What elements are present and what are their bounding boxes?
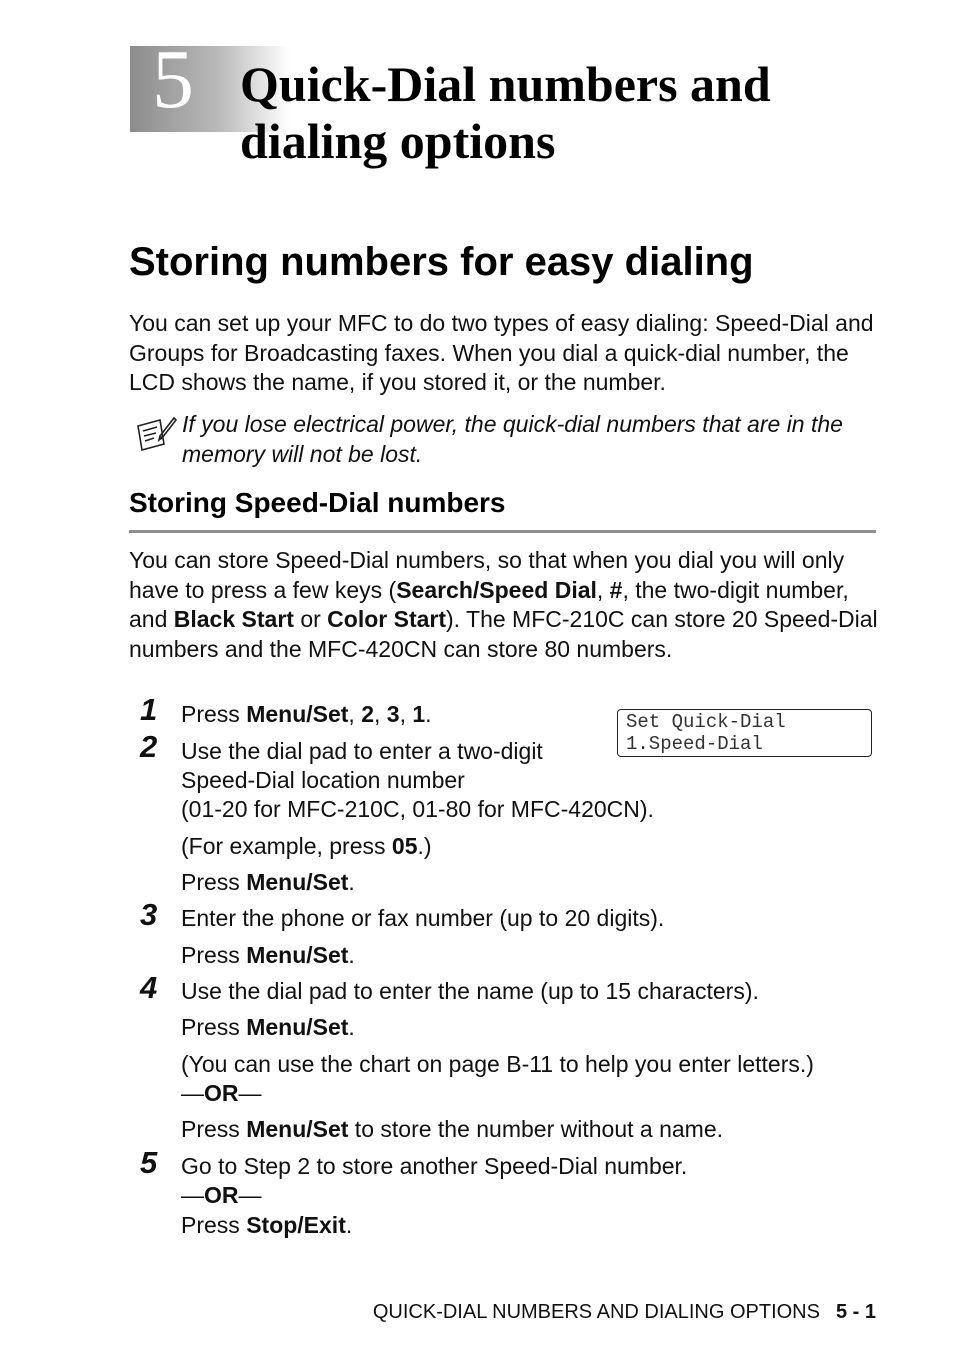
intro-sep: , (596, 576, 610, 603)
step-3-press (181, 941, 355, 970)
key-search-speed-dial: Search/Speed Dial (396, 576, 597, 603)
chapter-number: 5 (152, 33, 194, 126)
step-5-end: . (345, 1212, 353, 1238)
step-4-alt-key-menu-set: Menu/Set (246, 1116, 349, 1142)
step-5-press-word: Press (181, 1212, 247, 1238)
step-5-press (181, 1211, 352, 1240)
lcd-display (617, 709, 872, 757)
step-number-4: 4 (140, 970, 158, 1005)
step-4-or-dash-left: — (181, 1080, 204, 1106)
step-2-end: . (348, 869, 355, 895)
step-2-press-word: Press (181, 869, 247, 895)
lcd-line-2: 1.Speed-Dial (626, 733, 763, 755)
step-3-line-1: Enter the phone or fax number (up to 20 digits). (181, 905, 665, 931)
step-1-end: . (425, 701, 432, 727)
step-1-comma-3: , (399, 701, 413, 727)
step-5-line-1: Go to Step 2 to store another Speed-Dial number. (181, 1153, 688, 1179)
step-4-or (181, 1079, 262, 1108)
step-4-or-dash-right: — (238, 1080, 262, 1106)
step-1-comma-2: , (374, 701, 387, 727)
step-4-alt-rest: to store the number without a name. (348, 1116, 724, 1142)
step-5-or-dash-left: — (181, 1182, 204, 1208)
step-5-key-stop-exit: Stop/Exit (246, 1212, 346, 1238)
page-number: 5 - 1 (835, 1301, 876, 1323)
intro-text-2: , the two-digit number, and (129, 576, 849, 632)
step-4-key-menu-set: Menu/Set (246, 1014, 349, 1040)
step-4-end: . (348, 1014, 355, 1040)
chapter-title-line-2: dialing options (240, 113, 556, 169)
step-number-3: 3 (140, 897, 158, 932)
step-2-example-key: 05 (391, 833, 418, 859)
step-number-5: 5 (140, 1145, 158, 1180)
key-color-start: Color Start (327, 606, 447, 632)
step-5-or (181, 1181, 262, 1210)
section-heading: Storing numbers for easy dialing (129, 240, 754, 284)
step-5-or-dash-right: — (238, 1182, 262, 1208)
step-4-press (181, 1013, 355, 1042)
heading-rule (129, 530, 876, 533)
note-pencil-icon (134, 414, 178, 454)
intro-text-1: You can store Speed-Dial numbers, so that when you dial you will only have to press a few keys ( (129, 547, 845, 603)
key-hash: # (609, 576, 623, 603)
step-5-or-word: OR (204, 1182, 239, 1208)
step-2-key-menu-set: Menu/Set (246, 869, 349, 895)
subsection-heading: Storing Speed-Dial numbers (129, 487, 506, 518)
note-text: If you lose electrical power, the quick-dial numbers that are in the memory will not be lost. (182, 411, 843, 467)
step-2-line-2: Speed-Dial location number (181, 767, 465, 793)
step-1-key-menu-set: Menu/Set (246, 701, 349, 727)
step-4-or-word: OR (204, 1080, 239, 1106)
step-4-line-1: Use the dial pad to enter the name (up to 15 characters). (181, 978, 759, 1004)
step-4-alternative (181, 1115, 723, 1144)
step-3-key-menu-set: Menu/Set (246, 942, 349, 968)
chapter-title (240, 56, 880, 170)
step-3-press-word: Press (181, 942, 247, 968)
step-2-line-1: Use the dial pad to enter a two-digit (181, 738, 543, 764)
step-1-key-3: 3 (386, 701, 400, 727)
step-2-example-post: .) (417, 833, 432, 859)
key-black-start: Black Start (173, 606, 294, 632)
chapter-title-line-1: Quick-Dial numbers and (240, 56, 771, 112)
lcd-line-1: Set Quick-Dial (626, 711, 786, 733)
step-3-end: . (348, 942, 355, 968)
step-1-text (181, 700, 432, 729)
step-2-press (181, 868, 355, 897)
step-1-press: Press (181, 701, 247, 727)
step-number-1: 1 (140, 692, 158, 727)
step-2-example-pre: (For example, press (181, 833, 392, 859)
step-2-line-3: (01-20 for MFC-210C, 01-80 for MFC-420CN). (181, 796, 654, 822)
page-footer (373, 1301, 876, 1324)
step-2-example (181, 832, 432, 861)
section-intro: You can set up your MFC to do two types of easy dialing: Speed-Dial and Groups for Broadcasting faxes. When you dial a quick-dial number, the LCD shows the name, if you stored it, or the number. (129, 310, 874, 395)
step-4-hint: (You can use the chart on page B-11 to help you enter letters.) (181, 1051, 814, 1077)
intro-text-3: ). The MFC-210C can store 20 Speed-Dial numbers and the MFC-420CN can store 80 numbers. (129, 606, 878, 662)
step-4-press-word: Press (181, 1014, 247, 1040)
step-number-2: 2 (140, 729, 158, 764)
subsection-intro (129, 546, 889, 664)
step-1-comma-1: , (348, 701, 362, 727)
intro-or: or (293, 606, 328, 632)
step-1-key-1: 1 (412, 701, 426, 727)
footer-label: QUICK-DIAL NUMBERS AND DIALING OPTIONS (372, 1301, 820, 1323)
step-4-alt-press: Press (181, 1116, 247, 1142)
step-1-key-2: 2 (361, 701, 374, 727)
